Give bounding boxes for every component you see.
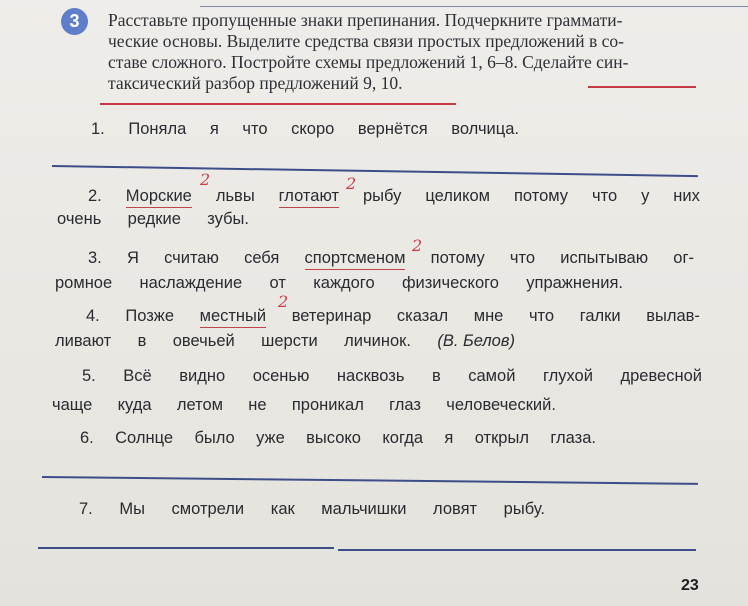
word: Я (126, 249, 139, 267)
word: видно (179, 367, 226, 385)
sentence-1 (91, 120, 519, 139)
word: скоро (291, 120, 335, 138)
writing-line-7b (338, 549, 696, 551)
word: очень (57, 210, 102, 228)
word: человеческий. (446, 396, 556, 414)
writing-line-7a (38, 547, 334, 549)
word: рыбу (363, 187, 402, 205)
handwritten-mark: 2 (200, 170, 211, 189)
task-line-2: ческие основы. Выделите средства связи простых предложений в со- (108, 31, 624, 51)
underlined-word: местный (200, 307, 267, 328)
word: считаю (164, 249, 219, 267)
word: львы (215, 187, 255, 205)
strikethrough-line-4 (100, 103, 456, 105)
sentence-1-number: 1. (91, 120, 105, 138)
top-rule (200, 6, 748, 7)
handwritten-mark: 2 (278, 292, 289, 311)
word: испытываю (560, 249, 649, 267)
word: уже (256, 429, 285, 447)
word: наслаждение (139, 274, 243, 292)
word: вылав- (646, 307, 700, 325)
word: ветеринар (291, 307, 372, 325)
word: рыбу. (503, 500, 545, 518)
underlined-subject: Морские (126, 187, 192, 208)
writing-line-1 (52, 165, 698, 177)
word: ог- (673, 249, 694, 267)
word: редкие (127, 210, 181, 228)
word: целиком (425, 187, 490, 205)
handwritten-mark: 2 (412, 236, 423, 255)
word: когда (382, 429, 424, 447)
sentence-6-number: 6. (80, 429, 94, 447)
word: открыл (474, 429, 529, 447)
word: шерсти (261, 332, 318, 350)
task-instructions (108, 10, 702, 94)
word: в (137, 332, 147, 350)
sentence-5-line-1 (82, 367, 702, 386)
sentence-3-number: 3. (88, 249, 102, 267)
strikethrough-line-3 (588, 86, 696, 88)
handwritten-mark: 2 (346, 174, 357, 193)
word: в (431, 367, 441, 385)
sentence-3-line-2 (55, 274, 623, 293)
underlined-predicate: спортсменом (305, 249, 406, 270)
word: овечьей (172, 332, 235, 350)
task-line-4: таксический разбор предложений 9, 10. (108, 73, 403, 93)
word: Солнце (115, 429, 174, 447)
task-line-1: Расставьте пропущенные знаки препинания. Подчеркните граммати- (108, 10, 623, 30)
sentence-5-number: 5. (82, 367, 96, 385)
word: потому (430, 249, 485, 267)
word: вернётся (357, 120, 428, 138)
word: Поняла (128, 120, 187, 138)
word: мне (473, 307, 504, 325)
sentence-4-line-2 (55, 332, 515, 351)
word: ливают (55, 332, 112, 350)
task-line-3: ставе сложного. Постройте схемы предложений 1, 6–8. Сделайте син- (108, 52, 629, 72)
word: куда (117, 396, 152, 414)
word: мальчишки (321, 500, 407, 518)
word: потому (513, 187, 569, 205)
sentence-2-line-1 (88, 187, 700, 208)
word: зубы. (207, 210, 249, 228)
word: Мы (119, 500, 145, 518)
word: что (591, 187, 618, 205)
word: я (444, 429, 454, 447)
page-number: 23 (681, 577, 699, 594)
word: что (242, 120, 268, 138)
word: от (269, 274, 286, 292)
author-citation: (В. Белов) (437, 332, 515, 350)
word: у (641, 187, 650, 205)
sentence-4-line-1 (86, 307, 700, 328)
word: глаза. (550, 429, 596, 447)
word: глухой (542, 367, 593, 385)
sentence-4-number: 4. (86, 307, 100, 325)
word: ромное (55, 274, 113, 292)
sentence-6 (80, 429, 596, 448)
sentence-2-line-2 (57, 210, 249, 229)
word: чаще (52, 396, 93, 414)
word: себя (244, 249, 280, 267)
sentence-3-line-1 (88, 249, 694, 270)
writing-line-6 (42, 476, 698, 484)
word: галки (579, 307, 621, 325)
word: Всё (123, 367, 152, 385)
sentence-7 (79, 500, 545, 519)
word: было (194, 429, 235, 447)
word: как (270, 500, 295, 518)
word: что (528, 307, 555, 325)
underlined-predicate: глотают (279, 187, 339, 208)
word: летом (176, 396, 223, 414)
word: личинок. (344, 332, 411, 350)
sentence-7-number: 7. (79, 500, 93, 518)
word: глаз (389, 396, 421, 414)
word: насквозь (336, 367, 405, 385)
word: них (673, 187, 700, 205)
word: я (209, 120, 219, 138)
word: не (248, 396, 267, 414)
word: волчица. (451, 120, 519, 138)
word: смотрели (171, 500, 245, 518)
word: упражнения. (526, 274, 623, 292)
sentence-2-number: 2. (88, 187, 102, 205)
word: осенью (252, 367, 310, 385)
sentence-5-line-2 (52, 396, 556, 415)
word: высоко (306, 429, 361, 447)
word: каждого (313, 274, 375, 292)
word: что (509, 249, 536, 267)
word: проникал (291, 396, 364, 414)
word: Позже (125, 307, 174, 325)
word: самой (468, 367, 516, 385)
word: физического (401, 274, 499, 292)
task-number-badge: 3 (61, 8, 88, 35)
word: ловят (433, 500, 478, 518)
word: древесной (620, 367, 702, 385)
word: сказал (396, 307, 449, 325)
